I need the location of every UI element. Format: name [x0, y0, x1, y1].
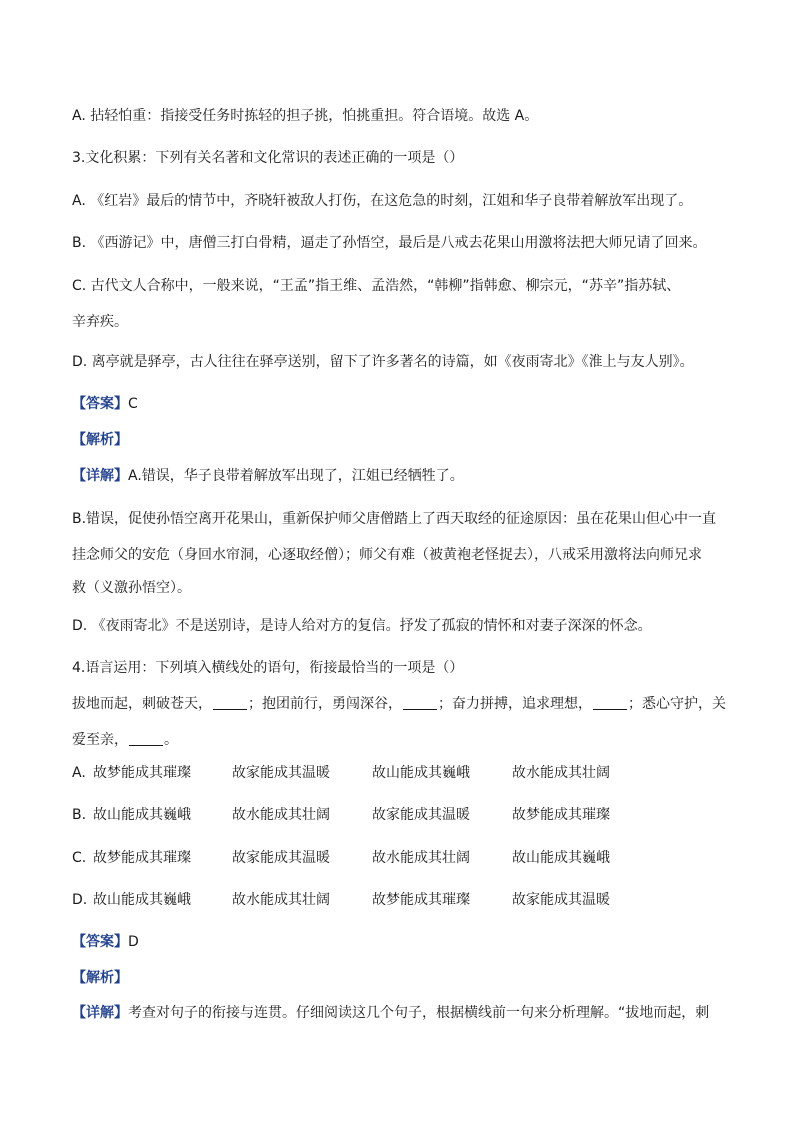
answer-tag: 【答案】	[72, 396, 128, 412]
q4-passage-line2	[72, 730, 178, 750]
option-item: 故山能成其巍峨	[93, 892, 191, 908]
passage-part: 爱至亲，	[72, 732, 128, 748]
option-item: 故梦能成其璀璨	[93, 850, 191, 866]
option-item: 故家能成其温暖	[232, 765, 330, 781]
q4-analysis-tag	[72, 968, 128, 988]
passage-part: ；悉心守护，关	[628, 696, 726, 712]
analysis-tag: 【解析】	[72, 970, 128, 986]
option-label: D.	[72, 892, 88, 908]
q3-detail-line1	[72, 466, 464, 486]
option-item: 故梦能成其璀璨	[512, 807, 610, 823]
answer-value: D	[128, 934, 139, 950]
option-item: 故家能成其温暖	[232, 850, 330, 866]
passage-part: ；抱团前行，勇闯深谷，	[248, 696, 402, 712]
fill-blank[interactable]	[213, 695, 247, 710]
q4-passage-line1	[72, 694, 726, 714]
answer-value: C	[128, 396, 138, 412]
fill-blank[interactable]	[129, 731, 163, 746]
analysis-tag: 【解析】	[72, 432, 128, 448]
option-item: 故山能成其巍峨	[372, 765, 470, 781]
option-label: A.	[72, 765, 86, 781]
q3-detail-line2: B.错误，促使孙悟空离开花果山，重新保护师父唐僧踏上了西天取经的征途原因：虽在花果山但心中一直	[72, 511, 717, 527]
option-label: C.	[72, 850, 87, 866]
q3-option-a: A. 《红岩》最后的情节中，齐晓轩被敌人打伤，在这危急的时刻，江姐和华子良带着解放军出现了。	[72, 193, 693, 209]
q3-option-b: B. 《西游记》中，唐僧三打白骨精，逼走了孙悟空，最后是八戒去花果山用激将法把大师兄请了回来。	[72, 235, 707, 251]
q4-detail-line1	[72, 1003, 709, 1023]
q3-analysis-tag	[72, 430, 128, 450]
option-item: 故家能成其温暖	[372, 807, 470, 823]
q3-option-c-line1: C. 古代文人合称中，一般来说，“王孟”指王维、孟浩然，“韩柳”指韩愈、柳宗元，“苏辛”指苏轼、	[72, 278, 681, 294]
passage-part: ；奋力拼搏，追求理想，	[438, 696, 592, 712]
q3-detail-line4: 救（义激孙悟空）。	[72, 580, 191, 596]
passage-part: 。	[164, 732, 178, 748]
option-item: 故水能成其壮阔	[512, 765, 610, 781]
detail-tag: 【详解】	[72, 1005, 128, 1021]
option-item: 故水能成其壮阔	[232, 807, 330, 823]
answer-tag: 【答案】	[72, 934, 128, 950]
q4-stem: 4.语言运用：下列填入横线处的语句，衔接最恰当的一项是（）	[72, 660, 464, 676]
q3-detail-line5: D. 《夜雨寄北》不是送别诗，是诗人给对方的复信。抒发了孤寂的情怀和对妻子深深的怀念。	[72, 618, 652, 634]
q3-option-d: D. 离亭就是驿亭，古人往往在驿亭送别，留下了许多著名的诗篇，如《夜雨寄北》《淮上与友人别》。	[72, 354, 694, 370]
option-item: 故家能成其温暖	[512, 892, 610, 908]
option-item: 故梦能成其璀璨	[93, 765, 191, 781]
detail-text: A.错误，华子良带着解放军出现了，江姐已经牺牲了。	[128, 468, 464, 484]
detail-tag: 【详解】	[72, 468, 128, 484]
q3-option-c-line2: 辛弃疾。	[72, 314, 128, 330]
option-item: 故梦能成其璀璨	[372, 892, 470, 908]
option-item: 故水能成其壮阔	[372, 850, 470, 866]
fill-blank[interactable]	[593, 695, 627, 710]
detail-text: 考查对句子的衔接与连贯。仔细阅读这几个句子，根据横线前一句来分析理解。“拔地而起，刺	[128, 1005, 710, 1021]
option-label: B.	[72, 807, 87, 823]
q4-answer	[72, 932, 139, 952]
passage-part: 拔地而起，刺破苍天，	[72, 696, 212, 712]
fill-blank[interactable]	[403, 695, 437, 710]
option-item: 故山能成其巍峨	[93, 807, 191, 823]
q3-detail-line3: 挂念师父的安危（身回水帘洞，心逐取经僧）；师父有难（被黄袍老怪捉去），八戒采用激将法向师兄求	[72, 547, 702, 563]
option-item: 故山能成其巍峨	[512, 850, 610, 866]
q3-stem: 3.文化积累：下列有关名著和文化常识的表述正确的一项是（）	[72, 150, 464, 166]
q3-answer	[72, 394, 138, 414]
q2-option-a-explanation: A. 拈轻怕重：指接受任务时拣轻的担子挑，怕挑重担。符合语境。故选 A。	[72, 108, 539, 124]
option-item: 故水能成其壮阔	[232, 892, 330, 908]
